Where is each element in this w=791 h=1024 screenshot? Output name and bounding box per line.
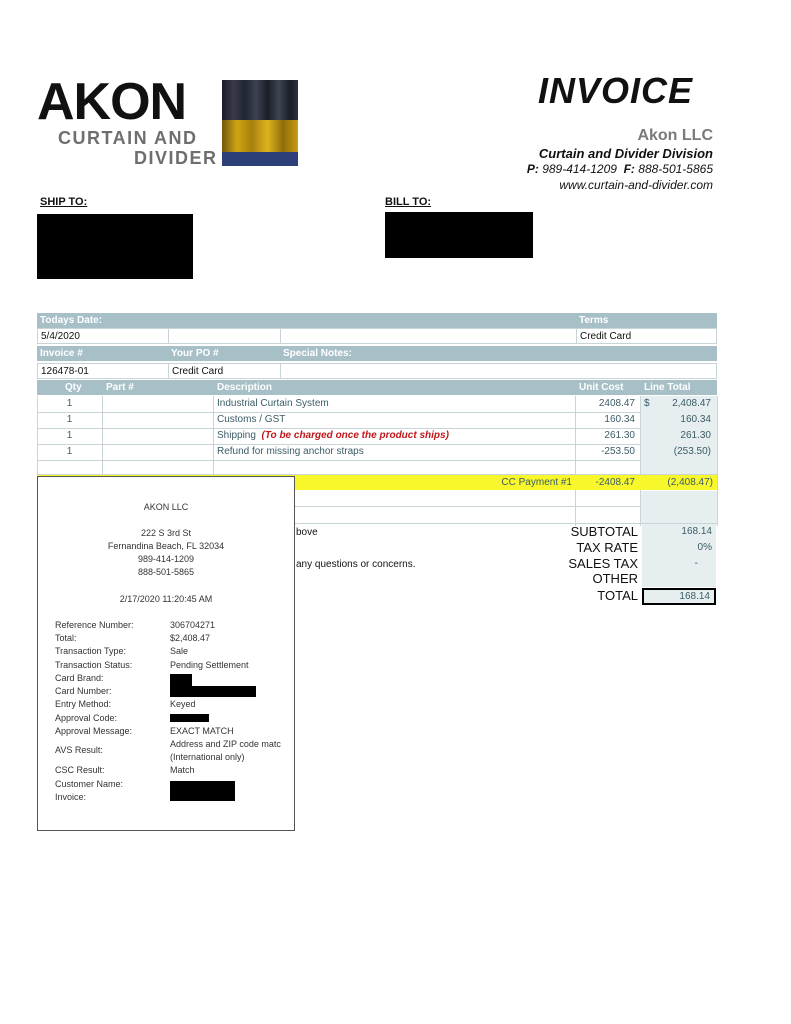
subtotal-label: SUBTOTAL <box>570 524 638 539</box>
line-item-row <box>37 444 717 461</box>
invoice-title: INVOICE <box>538 70 694 111</box>
item-note: (To be charged once the product ships) <box>261 430 449 441</box>
item-line-total-cell <box>641 396 717 412</box>
total-label: TOTAL <box>597 588 638 603</box>
item-description: Refund for missing anchor straps <box>217 446 364 457</box>
other-label: OTHER <box>592 571 638 586</box>
item-qty: 1 <box>66 446 73 457</box>
receipt-field-label: Card Brand: <box>55 673 104 683</box>
bill-to-label: BILL TO: <box>385 196 432 208</box>
terms-label: Terms <box>579 315 609 326</box>
receipt-field-label: Card Number: <box>55 686 112 696</box>
payment-total: (2,408.47) <box>667 477 713 488</box>
tax-rate-label: TAX RATE <box>576 540 638 555</box>
line-item-row <box>37 412 717 429</box>
receipt-address-line1: 222 S 3rd St <box>140 528 192 538</box>
payment-label: CC Payment #1 <box>501 477 572 488</box>
qty-header: Qty <box>65 382 82 393</box>
receipt-field-value: Pending Settlement <box>170 660 249 670</box>
subtotal-value: 168.14 <box>642 524 716 540</box>
receipt-field-label: AVS Result: <box>55 745 103 755</box>
receipt-datetime: 2/17/2020 11:20:45 AM <box>119 594 213 604</box>
receipt-field-value: (International only) <box>170 752 245 762</box>
curtain-logo-image <box>222 80 298 166</box>
receipt-address-line2: Fernandina Beach, FL 32034 <box>107 541 225 551</box>
line-item-row <box>37 396 717 413</box>
contact-phones <box>527 162 713 176</box>
notes-fragment-2: any questions or concerns. <box>296 559 416 570</box>
line-item-row <box>37 428 717 445</box>
tax-rate-value: 0% <box>642 540 716 556</box>
invoice-value-row <box>37 363 717 379</box>
payment-receipt <box>37 476 295 831</box>
receipt-field-value: 306704271 <box>170 620 216 630</box>
items-header-row <box>37 380 717 395</box>
item-line-total: 261.30 <box>641 428 717 444</box>
todays-date: 5/4/2020 <box>41 331 80 342</box>
company-name: Akon LLC <box>637 127 713 144</box>
currency-symbol: $ <box>644 398 650 409</box>
part-header: Part # <box>106 382 134 393</box>
phone-number: 989-414-1209 <box>542 162 617 176</box>
receipt-field-value: $2,408.47 <box>170 633 211 643</box>
ship-to-label: SHIP TO: <box>40 196 88 208</box>
item-qty: 1 <box>66 430 73 441</box>
logo-wordmark: AKON <box>37 73 187 131</box>
terms-value: Credit Card <box>580 331 632 342</box>
card-number-redacted <box>170 686 256 697</box>
receipt-field-value: Sale <box>170 646 189 656</box>
fax-label: F: <box>623 162 635 176</box>
division-name: Curtain and Divider Division <box>538 146 713 161</box>
bill-to-redacted <box>385 212 533 258</box>
item-unit-cost: 2408.47 <box>598 398 635 409</box>
unit-cost-header: Unit Cost <box>579 382 624 393</box>
item-description: Customs / GST <box>217 414 286 425</box>
notes-fragment-1: bove <box>296 527 318 538</box>
invoice-number: 126478-01 <box>41 366 89 377</box>
receipt-field-label: Approval Code: <box>55 713 118 723</box>
date-value-row <box>37 328 717 344</box>
description-header: Description <box>217 382 273 393</box>
receipt-field-label: Transaction Status: <box>55 660 133 670</box>
receipt-field-label: Approval Message: <box>55 726 133 736</box>
empty-row <box>37 460 717 475</box>
receipt-phone2: 888-501-5865 <box>137 567 195 577</box>
phone-label: P: <box>526 162 539 176</box>
item-description-cell <box>214 428 452 444</box>
receipt-company: AKON LLC <box>143 502 189 512</box>
receipt-field-value: Match <box>170 765 195 775</box>
special-notes-label: Special Notes: <box>283 348 352 359</box>
date-header-row <box>37 313 717 328</box>
po-label: Your PO # <box>171 348 219 359</box>
fax-number: 888-501-5865 <box>638 162 713 176</box>
ship-to-redacted <box>37 214 193 279</box>
item-qty: 1 <box>66 414 73 425</box>
approval-code-redacted <box>170 714 209 722</box>
item-unit-cost: 261.30 <box>604 430 635 441</box>
receipt-field-value: Address and ZIP code matc <box>170 739 281 749</box>
receipt-field-label: Invoice: <box>55 792 87 802</box>
receipt-field-label: Reference Number: <box>55 620 134 630</box>
item-description: Shipping <box>217 430 256 441</box>
invoice-number-label: Invoice # <box>40 348 83 359</box>
customer-name-redacted <box>170 781 235 801</box>
receipt-field-label: Transaction Type: <box>55 646 127 656</box>
receipt-field-label: CSC Result: <box>55 765 105 775</box>
payment-unit: -2408.47 <box>595 477 635 488</box>
item-line-total: (253.50) <box>641 444 717 460</box>
todays-date-label: Todays Date: <box>40 315 103 326</box>
item-unit-cost: 160.34 <box>604 414 635 425</box>
po-value: Credit Card <box>172 366 224 377</box>
receipt-field-value: EXACT MATCH <box>170 726 234 736</box>
receipt-phone1: 989-414-1209 <box>137 554 195 564</box>
receipt-field-value: Keyed <box>170 699 196 709</box>
total-value: 168.14 <box>642 588 716 605</box>
item-line-total: 160.34 <box>641 412 717 428</box>
sales-tax-value: - <box>642 556 716 572</box>
logo-line2: DIVIDER <box>134 148 218 168</box>
item-unit-cost: -253.50 <box>601 446 635 457</box>
card-brand-redacted <box>170 674 192 686</box>
other-value <box>642 571 716 587</box>
item-line-total: 2,408.47 <box>672 398 711 409</box>
receipt-field-label: Customer Name: <box>55 779 124 789</box>
item-qty: 1 <box>66 398 73 409</box>
website-link[interactable]: www.curtain-and-divider.com <box>559 178 713 192</box>
line-total-header: Line Total <box>644 382 691 393</box>
receipt-field-label: Total: <box>55 633 77 643</box>
sales-tax-label: SALES TAX <box>568 556 638 571</box>
item-description: Industrial Curtain System <box>217 398 329 409</box>
logo-line1: CURTAIN AND <box>58 128 198 148</box>
receipt-field-label: Entry Method: <box>55 699 112 709</box>
invoice-header-row <box>37 346 717 361</box>
